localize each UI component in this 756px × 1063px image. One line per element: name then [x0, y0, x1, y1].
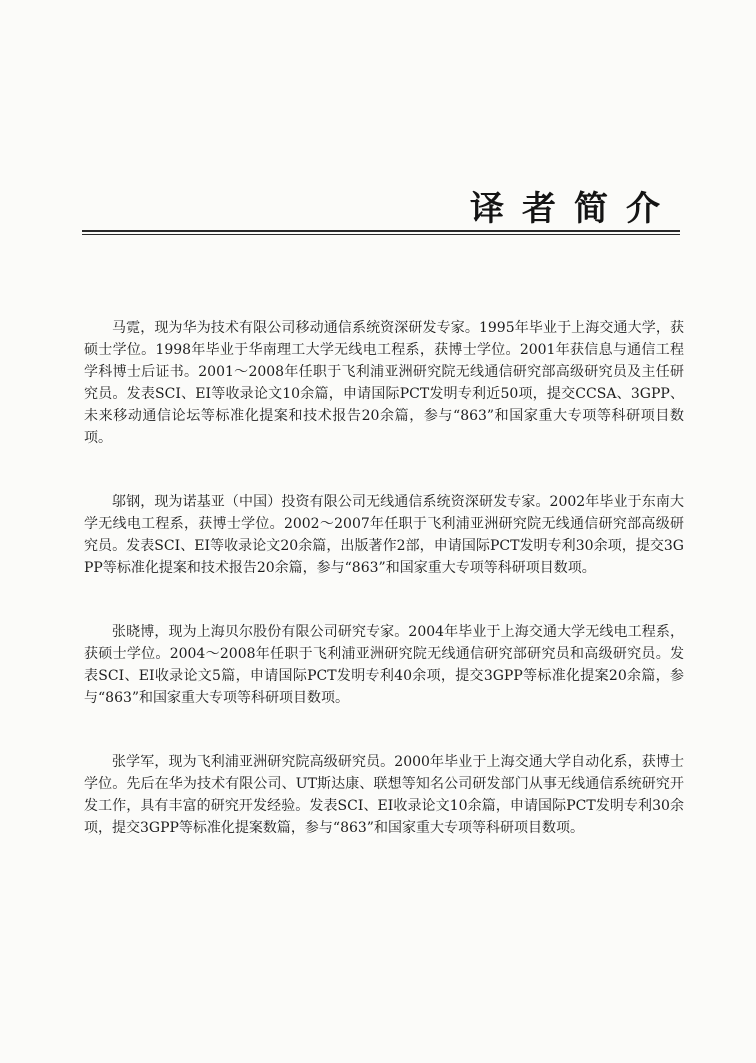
page-title: 译者简介 — [470, 189, 678, 229]
bio-paragraph-ma: 马霓，现为华为技术有限公司移动通信系统资深研发专家。1995年毕业于上海交通大学，获硕士学位。1998年毕业于华南理工大学无线电工程系，获博士学位。2001年获信息与通信工程学科博士后证书。2001～2008年任职于飞利浦亚洲研究院无线通信研究部高级研究员及主任研究员。发表SCI、EI等收录论文10余篇，申请国际PCT发明专利近50项，提交CCSA、3GPP、未来移动通信论坛等标准化提案和技术报告20余篇，参与“863”和国家重大专项等科研项目数项。 — [84, 320, 684, 446]
title-rule-thin — [82, 234, 680, 235]
translator-bios — [84, 317, 684, 881]
bio-paragraph-wu: 邬钢，现为诺基亚（中国）投资有限公司无线通信系统资深研发专家。2002年毕业于东南大学无线电工程系，获博士学位。2002～2007年任职于飞利浦亚洲研究院无线通信研究部高级研究员。发表SCI、EI等收录论文20余篇，出版著作2部，申请国际PCT发明专利30余项，提交3GPP等标准化提案和技术报告20余篇，参与“863”和国家重大专项等科研项目数项。 — [84, 494, 684, 576]
title-rule-thick — [82, 230, 680, 232]
bio-paragraph-zhang-xuejun: 张学军，现为飞利浦亚洲研究院高级研究员。2000年毕业于上海交通大学自动化系，获博士学位。先后在华为技术有限公司、UT斯达康、联想等知名公司研发部门从事无线通信系统研究开发工作，具有丰富的研究开发经验。发表SCI、EI收录论文10余篇，申请国际PCT发明专利30余项，提交3GPP等标准化提案数篇，参与“863”和国家重大专项等科研项目数项。 — [84, 754, 684, 836]
bio-paragraph-zhang-xiaobo: 张晓博，现为上海贝尔股份有限公司研究专家。2004年毕业于上海交通大学无线电工程系，获硕士学位。2004～2008年任职于飞利浦亚洲研究院无线通信研究部研究员和高级研究员。发表SCI、EI收录论文5篇，申请国际PCT发明专利40余项，提交3GPP等标准化提案20余篇，参与“863”和国家重大专项等科研项目数项。 — [84, 624, 684, 706]
